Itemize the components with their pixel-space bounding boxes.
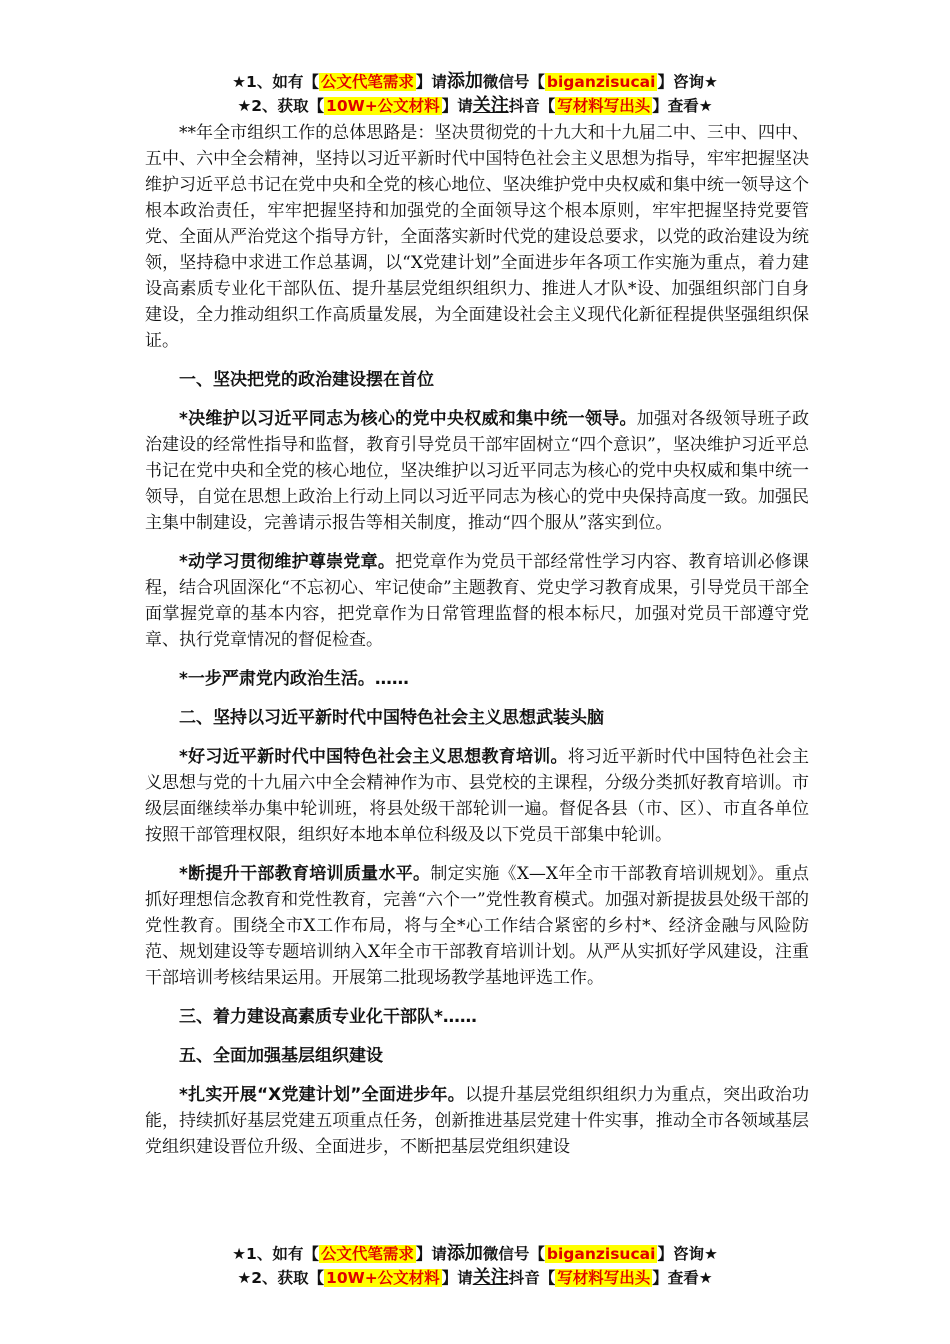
section-heading-2: 二、坚持以习近平新时代中国特色社会主义思想武装头脑 <box>179 708 604 728</box>
banner-text: 】请 <box>441 97 473 115</box>
banner-emphasis: 关注 <box>472 95 509 116</box>
banner-text: 抖音【 <box>508 1269 556 1287</box>
intro-paragraph: **年全市组织工作的总体思路是：坚决贯彻党的十九大和十九届二中、三中、四中、五中、六中全会精神，坚持以习近平新时代中国特色社会主义思想为指导，牢牢把握坚决维护习近平总书记在党中央和全党的核心地位、坚决维护党中央权威和集中统一领导这个根本政治责任，牢牢把握坚持和加强党的全面领导这个根本原则，牢牢把握坚持党要管党、全面从严治党这个指导方针，全面落实新时代党的建设总要求，以党的政治建设为统领，坚持稳中求进工作总基调，以“X党建计划”全面进步年各项工作实施为重点，着力建设高素质专业化干部队伍、提升基层党组织组织力、推进人才队*设、加强组织部门自身建设，全力推动组织工作高质量发展，为全面建设社会主义现代化新征程提供坚强组织保证。 <box>145 123 809 351</box>
document-body <box>145 120 809 1160</box>
paragraph-text: 将习近平新时代中国特色社会主义思想与党的十九届六中全会精神作为市、县党校的主课程，分级分类抓好教育培训。市级层面继续举办集中轮训班，将县处级干部轮训一遍。督促各县（市、区）、市直各单位按照干部管理权限，组织好本地本单位科级及以下党员干部集中轮训。 <box>145 747 810 845</box>
banner-text: 】请 <box>415 1245 447 1263</box>
banner-emphasis: 关注 <box>472 1267 509 1288</box>
paragraph-text: 以提升基层党组织组织力为重点，突出政治功能，持续抓好基层党建五项重点任务，创新推进基层党建十件实事，推动全市各领域基层党组织建设晋位升级、全面进步，不断把基层党组织建设 <box>145 1085 809 1157</box>
paragraph <box>145 861 809 991</box>
banner-text: 微信号【 <box>482 73 545 91</box>
banner-text: 抖音【 <box>508 97 556 115</box>
paragraph <box>145 744 809 848</box>
paragraph-lead: *好习近平新时代中国特色社会主义思想教育培训。 <box>179 747 568 767</box>
banner-text: ★2、获取【 <box>237 1269 325 1287</box>
banner-text: 】查看★ <box>652 1269 713 1287</box>
section-heading-1: 一、坚决把党的政治建设摆在首位 <box>179 370 434 390</box>
banner-text: 】请 <box>441 1269 473 1287</box>
banner-text: ★2、获取【 <box>237 97 325 115</box>
paragraph <box>145 549 809 653</box>
banner-text: 】查看★ <box>652 97 713 115</box>
section-heading-3: 三、着力建设高素质专业化干部队*…… <box>179 1007 477 1027</box>
paragraph-lead: *动学习贯彻维护尊崇党章。 <box>179 552 396 572</box>
banner-highlight: biganzisucai <box>546 73 656 91</box>
banner-highlight: biganzisucai <box>546 1245 656 1263</box>
paragraph-bold: *一步严肃党内政治生活。…… <box>179 669 409 689</box>
banner-emphasis: 添加 <box>446 71 483 92</box>
banner-highlight: 公文代笔需求 <box>320 73 414 91</box>
banner-highlight: 写材料写出头 <box>557 97 651 115</box>
paragraph-text: 制定实施《X—X年全市干部教育培训规划》。重点抓好理想信念教育和党性教育，完善“六个一”党性教育模式。加强对新提拔县处级干部的党性教育。围绕全市X工作布局，将与全*心工作结合紧密的乡村*、经济金融与风险防范、规划建设等专题培训纳入X年全市干部教育培训计划。从严从实抓好学风建设，注重干部培训考核结果运用。开展第二批现场教学基地评选工作。 <box>145 864 809 988</box>
paragraph <box>145 1082 809 1160</box>
promo-banner-top <box>0 70 950 118</box>
paragraph-lead: *决维护以习近平同志为核心的党中央权威和集中统一领导。 <box>179 409 637 429</box>
banner-highlight: 10W+公文材料 <box>326 97 440 115</box>
banner-text: 】请 <box>415 73 447 91</box>
paragraph-lead: *断提升干部教育培训质量水平。 <box>179 864 431 884</box>
paragraph-lead: *扎实开展“X党建计划”全面进步年。 <box>179 1085 465 1105</box>
banner-text: ★1、如有【 <box>232 73 319 91</box>
banner-text: ★1、如有【 <box>232 1245 319 1263</box>
banner-text: 】咨询★ <box>657 73 718 91</box>
paragraph <box>145 406 809 536</box>
banner-highlight: 写材料写出头 <box>557 1269 651 1287</box>
paragraph-text: 加强对各级领导班子政治建设的经常性指导和监督，教育引导党员干部牢固树立“四个意识”，坚决维护习近平总书记在党中央和全党的核心地位，坚决维护以习近平同志为核心的党中央权威和集中统一领导，自觉在思想上政治上行动上同以习近平同志为核心的党中央保持高度一致。加强民主集中制建设，完善请示报告等相关制度，推动“四个服从”落实到位。 <box>145 409 810 533</box>
banner-text: 微信号【 <box>482 1245 545 1263</box>
banner-text: 】咨询★ <box>657 1245 718 1263</box>
banner-emphasis: 添加 <box>446 1243 483 1264</box>
banner-highlight: 10W+公文材料 <box>326 1269 440 1287</box>
banner-highlight: 公文代笔需求 <box>320 1245 414 1263</box>
paragraph-text: 把党章作为党员干部经常性学习内容、教育培训必修课程，结合巩固深化“不忘初心、牢记使命”主题教育、党史学习教育成果，引导党员干部全面掌握党章的基本内容，把党章作为日常管理监督的根本标尺，加强对党员干部遵守党章、执行党章情况的督促检查。 <box>145 552 810 650</box>
promo-banner-bottom <box>0 1242 950 1290</box>
section-heading-5: 五、全面加强基层组织建设 <box>179 1046 383 1066</box>
